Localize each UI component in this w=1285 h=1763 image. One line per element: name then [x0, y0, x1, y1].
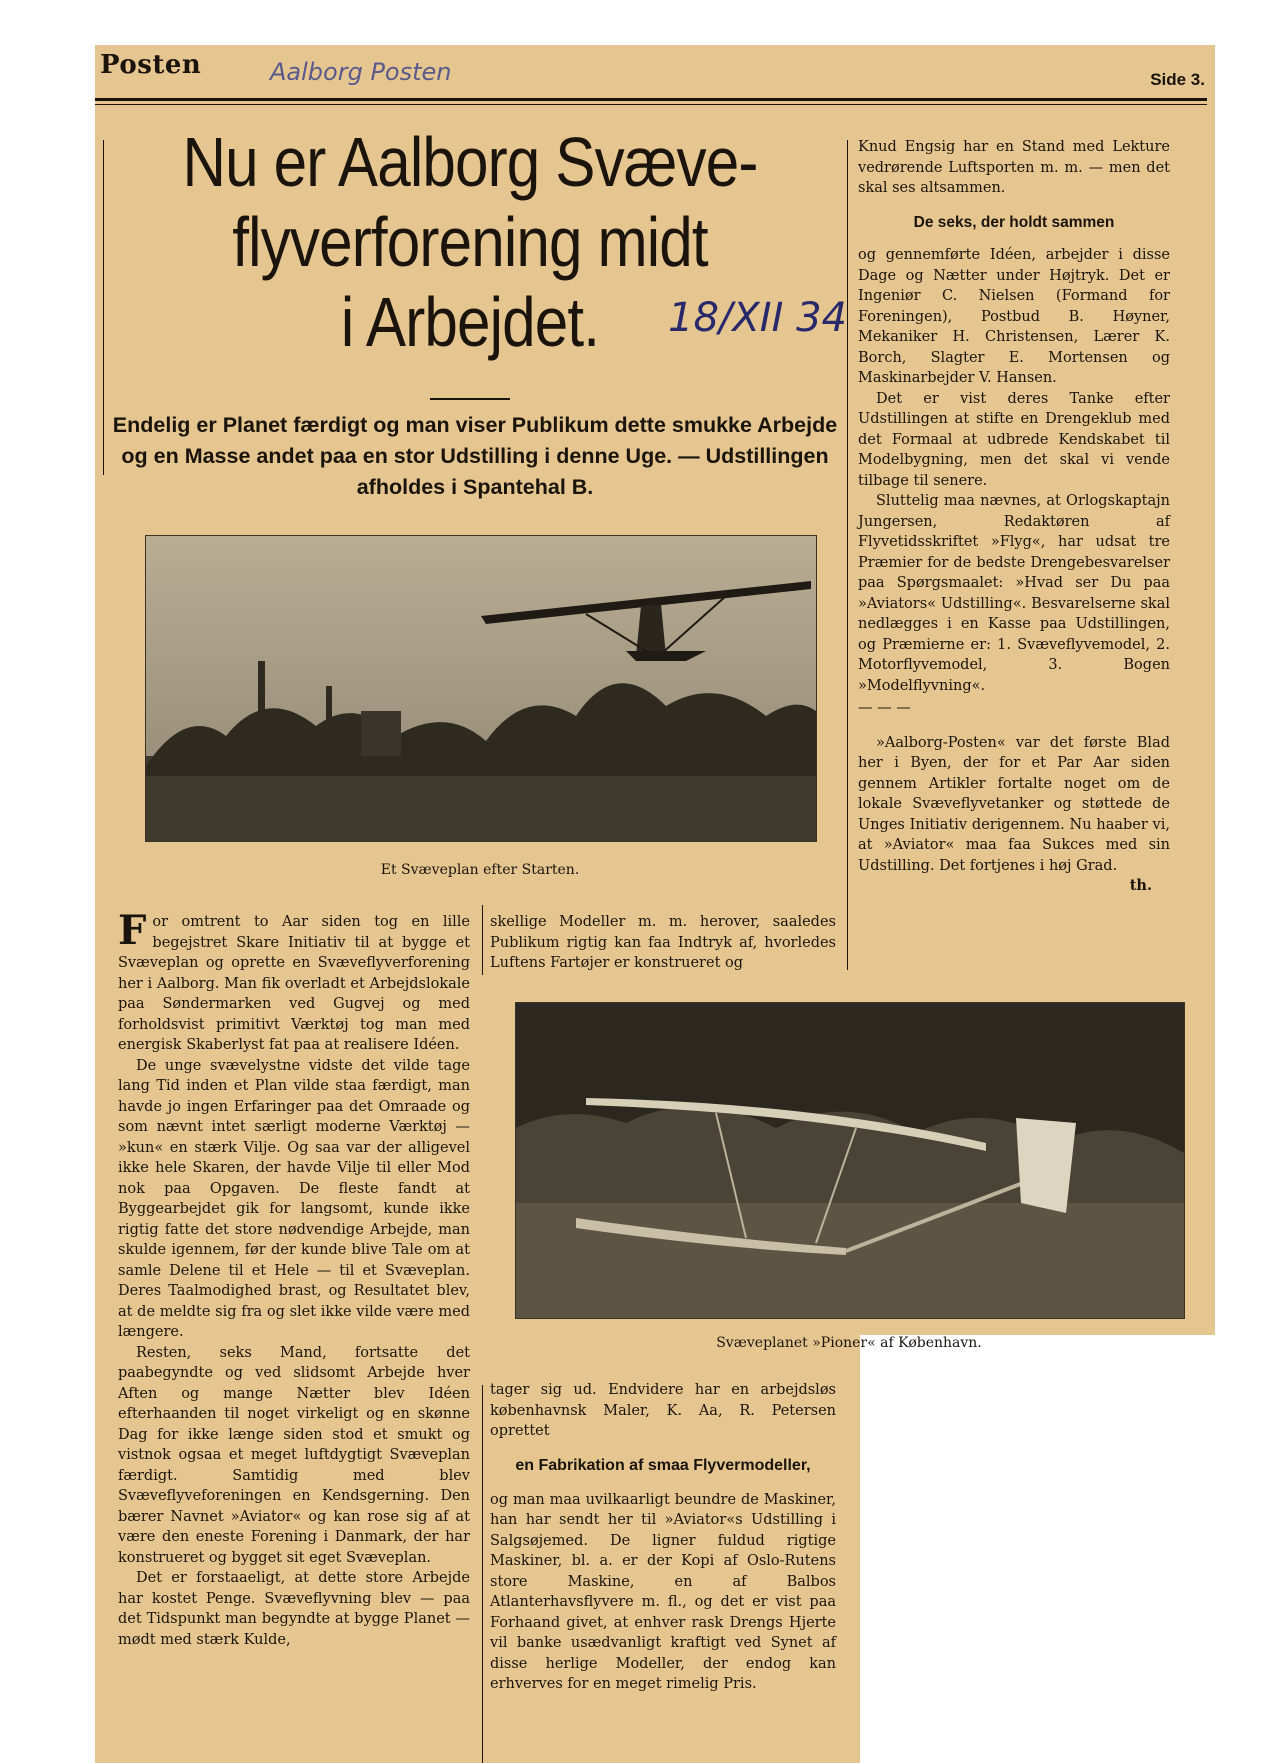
masthead-paper-name: Posten	[100, 50, 202, 80]
headline-line-3: i Arbejdet.	[340, 283, 600, 361]
photo1-caption: Et Svæveplan efter Starten.	[380, 862, 580, 878]
glider-in-flight-illustration	[146, 536, 816, 841]
col1-paragraph-1-text: or omtrent to Aar siden tog en lille begejstret Skare Initiativ til at bygge et Svæveplan og oprette en Svæveflyverforening her i Aalborg. Man fik overladt et Arbejdslokale paa Søndermarken ved Gugvej og med forholdsvist primitivt Værktøj tog man med energisk Skaberlyst fat paa at realisere Idéen.	[118, 914, 470, 1053]
headline-line-1: Nu er Aalborg Svæve-	[182, 123, 758, 201]
photo-glider-pioner	[515, 1002, 1185, 1319]
col2-bottom-paragraph-2: og man maa uvilkaarligt beundre de Maskiner, han har sendt her til »Aviator«s Udstilling i Salgsøjemed. De ligner fuldud rigtige Maskiner, bl. a. er der Kopi af Oslo-Rutens store Maskine, en af Balbos Atlanterhavsflyvere m. fl., og det er vist paa Forhaand givet, at enhver rask Drengs Hjerte vil banke usædvanligt kraftigt ved Synet af disse herlige Modeller, der endog kan erhverves for en meget rimelig Pris.	[490, 1491, 836, 1692]
column-2-top	[490, 912, 836, 974]
col1-paragraph-3: Resten, seks Mand, fortsatte det paabegyndte og ved slidsomt Arbejde hver Aften og mange Nætter blev Idéen efterhaanden til noget virkeligt og en skønne Dag for ikke længe siden stod et smukt og vistnok ogsaa et meget luftdygtigt Svæveplan færdigt. Samtidig med blev Svæveflyveforeningen en Kendsgerning. Den bærer Navnet »Aviator« og kan rose sig af at være den eneste Forening i Danmark, der har konstrueret og bygget sit eget Svæveplan.	[118, 1344, 470, 1566]
col2-bottom-paragraph-1: tager sig ud. Endvidere har en arbejdsløs københavnsk Maler, K. Aa, R. Petersen oprettet	[490, 1382, 836, 1439]
headline-line-2: flyverforening midt	[232, 203, 708, 281]
col3-paragraph-1: Knud Engsig har en Stand med Lekture vedrørende Luftsporten m. m. — men det skal ses altsammen.	[858, 139, 1170, 196]
column-divider-2	[847, 140, 848, 970]
photo-glider-in-flight	[145, 535, 817, 842]
col3-paragraph-5: »Aalborg-Posten« var det første Blad her i Byen, der for et Par Aar siden gennem Artikler fortalte noget om de lokale Svæveflyvetanker og støttede de Unges Initiativ derigennem. Nu haaber vi, at »Aviator« maa faa Sukces med sin Udstilling. Det fortjenes i høj Grad.	[858, 734, 1170, 874]
col3-separator: — — —	[858, 700, 911, 716]
column-3	[858, 137, 1170, 897]
author-signature: th.	[1129, 877, 1152, 894]
col1-paragraph-4: Det er forstaaeligt, at dette store Arbejde har kostet Penge. Svæveflyvning blev — paa det Tidspunkt man begyndte at bygge Planet — mødt med stærk Kulde,	[118, 1570, 470, 1648]
photo2-caption: Svæveplanet »Pioner« af København.	[716, 1335, 982, 1351]
masthead-rule-thin	[95, 104, 1207, 105]
subhead: Endelig er Planet færdigt og man viser Publikum dette smukke Arbejde og en Masse andet paa en stor Udstilling i denne Uge. — Udstillingen afholdes i Spantehal B.	[112, 413, 838, 499]
masthead-rule	[95, 98, 1207, 101]
col1-paragraph-1	[118, 907, 470, 1056]
page-number: Side 3.	[1150, 70, 1205, 89]
column-1	[118, 907, 470, 1650]
article-left-border	[103, 140, 104, 475]
handwritten-source: Aalborg Posten	[270, 58, 452, 86]
column-2-bottom	[490, 1380, 836, 1695]
dropcap: F	[118, 907, 147, 954]
col2-top-paragraph: skellige Modeller m. m. herover, saaledes Publikum rigtig kan faa Indtryk af, hvorledes Luftens Fartøjer er konstrueret og	[490, 914, 836, 971]
col1-paragraph-2: De unge svævelystne vidste det vilde tage lang Tid inden et Plan vilde staa færdigt, man havde jo ingen Erfaringer paa det Omraade og som nævnt intet særligt moderne Værktøj — »kun« en stærk Vilje. Og saa var der alligevel ikke hele Skaren, der havde Vilje til eller Mod nok paa Opgaven. De fleste fandt at Byggearbejdet gik for langsomt, kunde ikke rigtig fatte det store nødvendige Arbejde, man skulde igennem, før der kunde blive Tale om at samle Delene til et Hele — til et Svæveplan. Deres Taalmodighed brast, og Resultatet blev, at de meldte sig fra og slet ikke vilde være med længere.	[118, 1057, 470, 1340]
col3-paragraph-4: Sluttelig maa nævnes, at Orlogskaptajn Jungersen, Redaktøren af Flyvetidsskriftet »Flyg«, har udsat tre Præmier for de bedste Drengebesvarelser paa Spørgsmaalet: »Hvad ser Du paa »Aviators« Udstilling«. Besvarelserne skal nedlægges i en Kasse paa Udstillingen, og Præmierne er: 1. Svæveflyvemodel, 2. Motorflyvemodel, 3. Bogen »Modelflyvning«.	[858, 493, 1170, 694]
headline-divider	[430, 398, 510, 400]
col2-subheading: en Fabrikation af smaa Flyvermodeller,	[515, 1456, 811, 1474]
column-divider-1	[482, 905, 483, 975]
col3-paragraph-2: og gennemførte Idéen, arbejder i disse Dage og Nætter under Højtryk. Det er Ingeniør C. Nielsen (Formand for Foreningen), Postbud B. Høyner, Mekaniker H. Christensen, Lærer K. Borch, Slagter E. Mortensen og Maskinarbejder V. Hansen.	[858, 247, 1170, 386]
col3-subheading: De seks, der holdt sammen	[913, 213, 1115, 231]
handwritten-date: 18/XII 34	[668, 295, 847, 341]
col3-paragraph-3: Det er vist deres Tanke efter Udstillingen at stifte en Drengeklub med det Formaal at udbrede Kendskabet til Modelbygning, men det skal vi vende tilbage til senere.	[858, 390, 1170, 489]
column-divider-3	[482, 1385, 483, 1763]
glider-pioner-illustration	[516, 1003, 1184, 1318]
